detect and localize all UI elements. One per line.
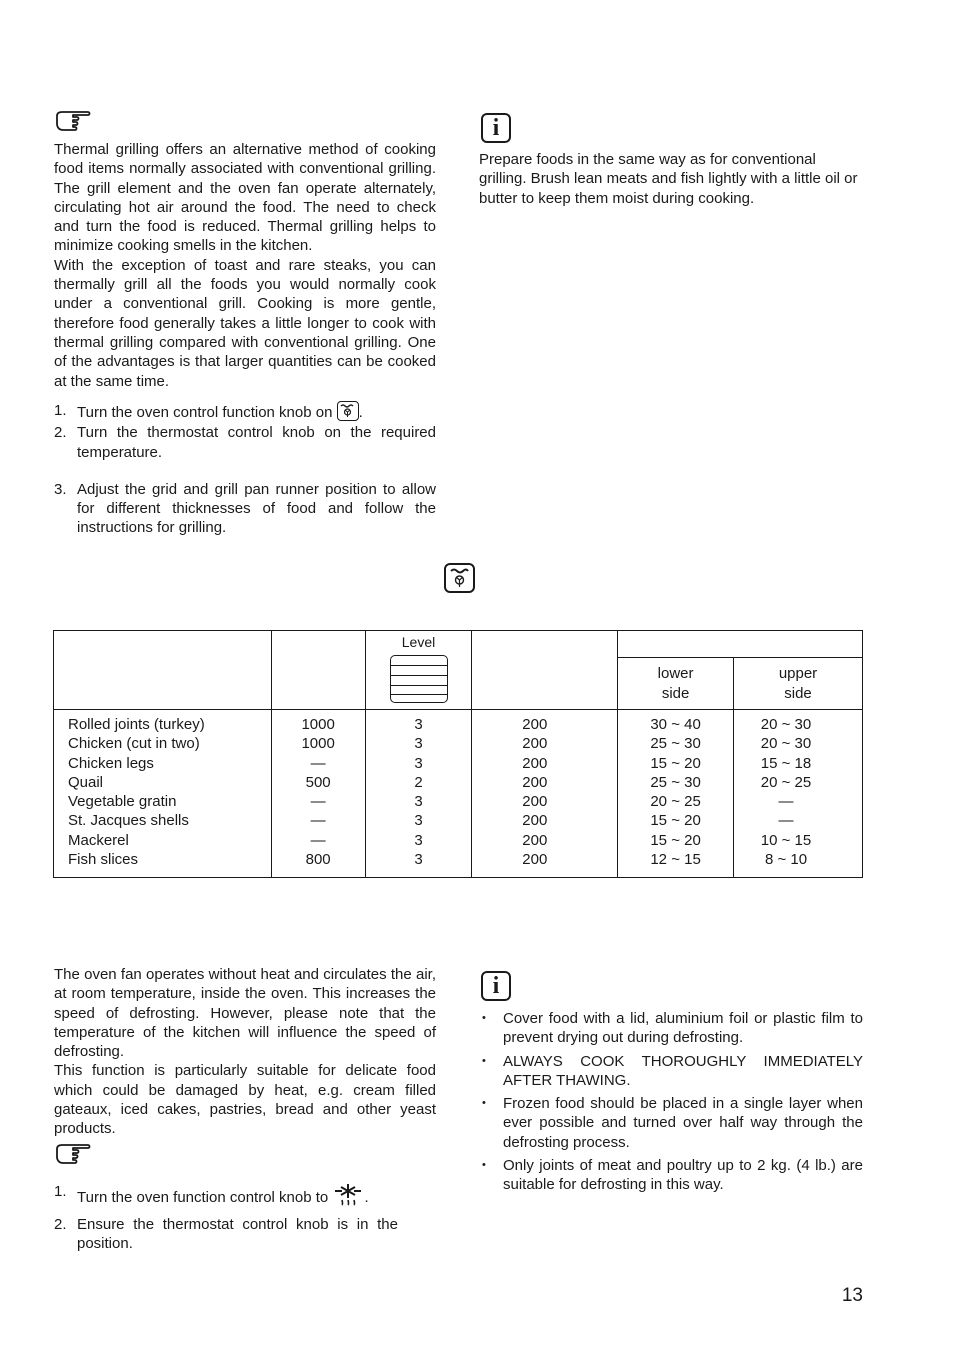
thermal-info-text: Prepare foods in the same way as for conventional grilling. Brush lean meats and fish lightly with a little oil or butter to keep them moist during cooking. — [479, 151, 858, 207]
weight-value: 1000 — [301, 716, 335, 733]
defrost-intro — [54, 965, 436, 1139]
lower-side-time: 12 ~ 15 — [650, 851, 701, 869]
weight-value: 500 — [305, 773, 331, 791]
upper-side-column — [734, 710, 863, 878]
hand-icon-bottom — [55, 1143, 91, 1170]
lower-side-column — [618, 710, 734, 878]
page-number: 13 — [841, 1285, 863, 1306]
hand-icon-top — [55, 110, 91, 137]
defrost-intro-paragraph-2: This function is particularly suitable for delicate food which could be damaged by heat, e.g. cream filled gateaux, iced cakes, pastries, bread and other yeast products. — [54, 1062, 436, 1138]
upper-side-time: 8 ~ 10 — [764, 851, 808, 869]
weight-value: — — [310, 812, 326, 830]
level-value: 3 — [414, 831, 423, 849]
header-level — [365, 631, 472, 710]
level-value: 3 — [414, 735, 423, 753]
thermal-intro-paragraph-1: Thermal grilling offers an alternative method of cooking food items normally associated with conventional grilling. The grill element and the oven fan operate alternately, circulating hot air around the food. The need to check and turn the food is reduced. Thermal grilling helps to minimize cooking smells in the kitchen. — [54, 141, 436, 255]
upper-side-time: — — [778, 812, 794, 830]
food-name: Chicken (cut in two) — [68, 735, 200, 753]
upper-side-time: 20 ~ 30 — [760, 735, 812, 753]
level-value: 3 — [414, 793, 423, 811]
level-value: 3 — [414, 716, 423, 733]
temperature-value: 200 — [522, 716, 548, 733]
food-column — [54, 710, 272, 878]
food-name: Chicken legs — [68, 754, 154, 772]
temperature-value: 200 — [522, 754, 548, 772]
temperature-value: 200 — [522, 793, 548, 811]
food-name: Fish slices — [68, 851, 139, 869]
defrost-icon — [332, 1182, 364, 1208]
temperature-value: 200 — [522, 851, 548, 869]
level-label: Level — [401, 634, 436, 650]
lower-side-time: 25 ~ 30 — [650, 735, 701, 753]
header-food — [54, 631, 272, 710]
header-weight — [271, 631, 365, 710]
upper-side-time: 15 ~ 18 — [760, 754, 812, 772]
level-value: 2 — [414, 773, 423, 791]
temperature-value: 200 — [522, 735, 548, 753]
weight-value: — — [310, 793, 326, 811]
upper-side-time: 10 ~ 15 — [760, 831, 812, 849]
lower-side-time: 15 ~ 20 — [650, 831, 701, 849]
level-value: 3 — [414, 812, 423, 830]
thermal-grill-icon — [337, 401, 359, 421]
defrost-tip-2: • ALWAYS COOK THOROUGHLY IMMEDIATELY AFTER THAWING. — [482, 1052, 863, 1089]
info-icon-bottom: i — [481, 971, 511, 1001]
header-lower-side: lower side — [618, 658, 734, 710]
lower-side-time: 25 ~ 30 — [650, 773, 701, 791]
table-header-row — [54, 631, 863, 658]
lower-side-time: 20 ~ 25 — [650, 793, 701, 811]
thermal-step-1: 1. Turn the oven control function knob on . — [54, 402, 363, 421]
upper-side-time: — — [778, 793, 794, 811]
defrost-tip-3: • Frozen food should be placed in a single layer when ever possible and turned over half way through the defrosting process. — [482, 1095, 863, 1151]
shelf-levels-icon — [390, 655, 448, 703]
weight-value: 800 — [305, 851, 331, 869]
defrost-tip-1: • Cover food with a lid, aluminium foil or plastic film to prevent drying out during defrosting. — [482, 1010, 863, 1047]
food-name: Mackerel — [68, 831, 129, 849]
header-time — [618, 631, 863, 658]
lower-side-time: 15 ~ 20 — [650, 754, 701, 772]
temperature-value: 200 — [522, 812, 548, 830]
header-upper-side: upper side — [734, 658, 863, 710]
lower-side-time: 15 ~ 20 — [650, 812, 701, 830]
temperature-column — [472, 710, 618, 878]
thermal-grill-icon — [444, 563, 475, 593]
pointing-hand-icon — [55, 1143, 91, 1165]
thermal-steps — [54, 401, 436, 538]
upper-side-time: 20 ~ 25 — [760, 773, 812, 791]
weight-value: 1000 — [301, 735, 335, 753]
level-value: 3 — [414, 851, 423, 869]
temperature-value: 200 — [522, 773, 548, 791]
header-temperature — [472, 631, 618, 710]
level-value: 3 — [414, 754, 423, 772]
weight-value: — — [310, 831, 326, 849]
defrost-step-1: 1. Turn the oven function control knob to . — [54, 1183, 369, 1206]
temperature-value: 200 — [522, 831, 548, 849]
info-icon: i — [481, 113, 511, 143]
defrost-steps — [54, 1182, 398, 1254]
weight-value: — — [310, 754, 326, 772]
table-body-row — [54, 710, 863, 878]
food-name: Vegetable gratin — [68, 793, 177, 811]
thermal-step-2: 2. Turn the thermostat control knob on the required temperature. — [54, 424, 436, 461]
thermal-intro-paragraph-2: With the exception of toast and rare steaks, you can thermally grill all the foods you would normally cook under a conventional grill. Cooking is more gentle, therefore food generally takes a little longer to cook with thermal grilling compared with conventional grilling. One of the advantages is that larger quantities can be cooked at the same time. — [54, 256, 436, 390]
thermal-intro — [54, 140, 436, 391]
defrost-step-2: 2. Ensure the thermostat control knob is in the position. — [54, 1216, 398, 1253]
lower-side-time: 30 ~ 40 — [650, 716, 701, 733]
food-name: St. Jacques shells — [68, 812, 189, 830]
defrost-tip-4: • Only joints of meat and poultry up to 2 kg. (4 lb.) are suitable for defrosting in this way. — [482, 1157, 863, 1194]
defrost-tips — [479, 1009, 863, 1199]
weight-column — [271, 710, 365, 878]
pointing-hand-icon — [55, 110, 91, 132]
thermal-step-3: 3. Adjust the grid and grill pan runner position to allow for different thicknesses of food and follow the instructions for grilling. — [54, 480, 436, 537]
upper-side-time: 20 ~ 30 — [760, 716, 812, 733]
food-name: Quail — [68, 773, 104, 791]
food-name: Rolled joints (turkey) — [68, 716, 205, 733]
grilling-table — [53, 630, 863, 878]
defrost-intro-paragraph-1: The oven fan operates without heat and circulates the air, at room temperature, inside the oven. This increases the speed of defrosting. However, please note that the temperature of the kitchen will influence the speed of defrosting. — [54, 966, 436, 1061]
